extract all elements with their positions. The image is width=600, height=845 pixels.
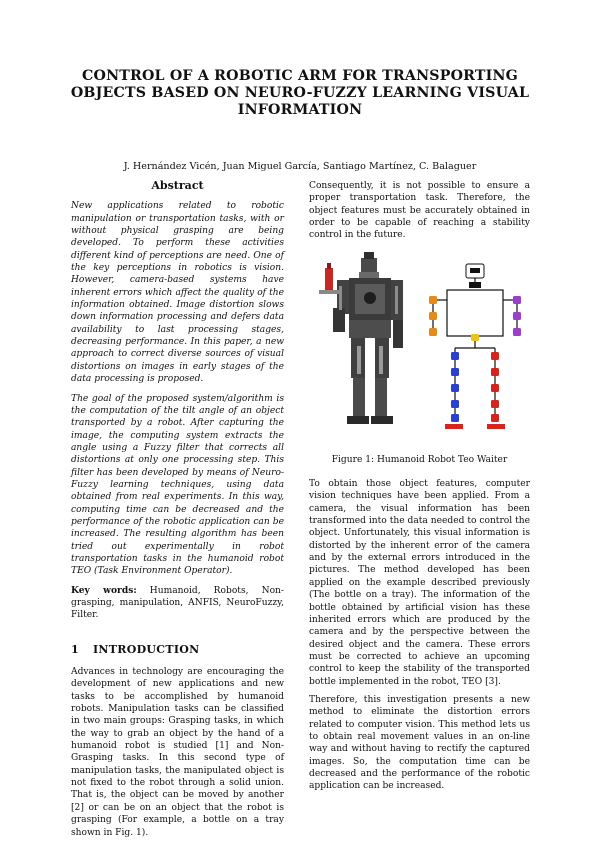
- abstract-body: [71, 200, 284, 577]
- intro-paragraph-1: Advances in technology are encouraging the development of new applications and new tasks to be accomplished by humanoid robots. Manipulation tasks can be classified in two main groups: Grasping tasks, in which the way to grab an object by the hand of a humanoid robot is studied [1] and Non-Grasping tasks. In this second type of manipulation tasks, the manipulated object is not fixed to the robot through a solid union. That is, the object can be moved by another [2] or can be on an object that the robot is grasping (For example, a bottle on a tray shown in Fig. 1).: [71, 667, 284, 838]
- author-list: J. Hernández Vicén, Juan Miguel García, Santiago Martínez, C. Balaguer: [123, 161, 477, 172]
- right-paragraph-1: Consequently, it is not possible to ensure a proper transportation task. Therefore, the object features must be accurately obtained in order to be capable of reaching a stability control in the future.: [309, 181, 530, 241]
- kinematic-diagram: [429, 264, 521, 429]
- figure-1-caption: Figure 1: Humanoid Robot Teo Waiter: [331, 454, 508, 465]
- keywords-label: Key words:: [71, 584, 137, 596]
- keywords-text: Humanoid, Robots, Non-grasping, manipulation, ANFIS, NeuroFuzzy, Filter.: [71, 585, 284, 621]
- title-line-3: INFORMATION: [237, 102, 363, 118]
- right-paragraph-2: To obtain those object features, computer vision techniques have been applied. From a camera, the visual information has been transformed into the data needed to control the object. Unfortunately, this visual information is distorted by the inherent error of the camera and by the external errors introduced in the pictures. The method developed has been applied on the example described previously (The bottle on a tray). The information of the bottle obtained by artificial vision has these inherited errors which are produced by the camera and by the perspective between the desired object and the camera. These errors must be corrected to achieve an upcoming control to keep the stability of the transported bottle implemented in the robot, TEO [3].: [309, 479, 530, 687]
- right-paragraph-3: Therefore, this investigation presents a new method to eliminate the distortion errors related to computer vision. This method lets us to obtain real movement values in an on-line way and without having to rectify the captured images. So, the computation time can be decreased and the performance of the robotic application can be increased.: [309, 694, 530, 792]
- paper-title: [60, 68, 540, 119]
- figure-1: [309, 250, 530, 440]
- section-heading-introduction: [71, 644, 284, 656]
- keywords: [71, 585, 284, 622]
- right-column: [309, 180, 530, 799]
- abstract-heading: Abstract: [151, 179, 204, 192]
- abstract-paragraph-2: The goal of the proposed system/algorithm is the computation of the tilt angle of an object transported by a robot. After capturing the image, the computing system extracts the angle using a Fuzzy filter that corrects all distortions at only one processing step. This filter has been developed by means of Neuro-Fuzzy learning techniques, using data obtained from real experiments. In this way, computing time can be decreased and the performance of the robotic application can be increased. The resulting algorithm has been tried out experimentally in robot transportation tasks in the humanoid robot TEO (Task Environment Operator).: [71, 393, 284, 577]
- title-line-1: CONTROL OF A ROBOTIC ARM FOR TRANSPORTING: [82, 68, 518, 84]
- section-title: INTRODUCTION: [92, 642, 200, 656]
- robot-figure-image: [309, 250, 530, 440]
- title-line-2: OBJECTS BASED ON NEURO-FUZZY LEARNING VISUAL: [70, 85, 530, 101]
- section-number: 1: [71, 642, 79, 656]
- abstract-paragraph-1: New applications related to robotic manipulation or transportation tasks, with or without physical grasping are being developed. To perform these activities different kind of perceptions are need. One of the key perceptions in robotics is vision. However, camera-based systems have inherent errors which affect the quality of the information obtained. Image distortion slows down information processing and defers data availability to last processing stages, decreasing performance. In this paper, a new approach to correct diverse sources of visual distortions on images in early stages of the data processing is proposed.: [71, 201, 284, 385]
- robot-photo: [319, 252, 403, 424]
- left-column: [71, 180, 284, 845]
